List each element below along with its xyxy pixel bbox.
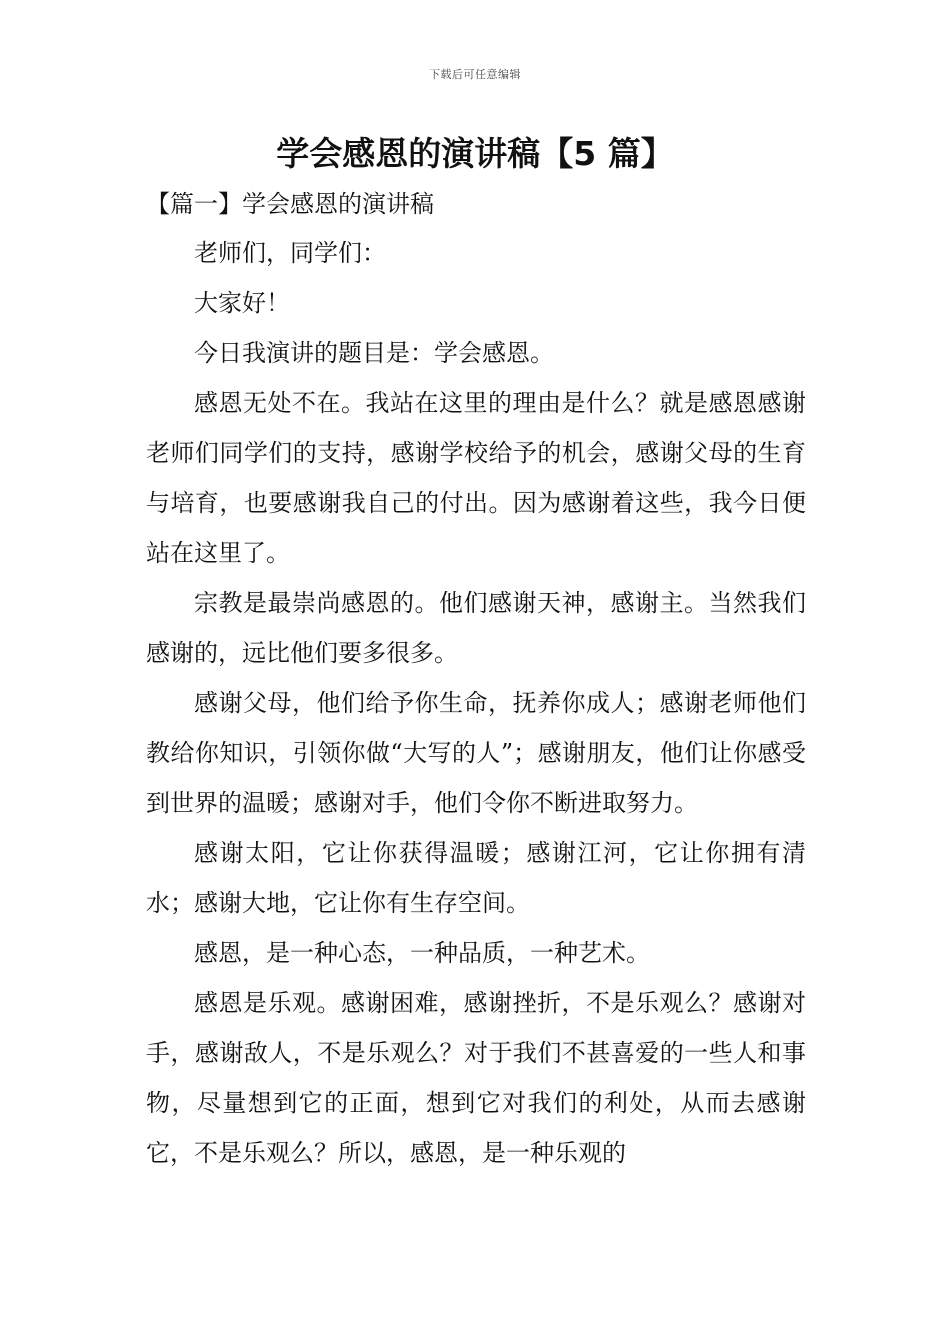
paragraph: 宗教是最崇尚感恩的。他们感谢天神，感谢主。当然我们感谢的，远比他们要多很多。: [146, 589, 806, 667]
header-note: 下载后可任意编辑: [429, 68, 521, 81]
paragraph: 今日我演讲的题目是：学会感恩。: [194, 339, 554, 367]
paragraph: 感恩无处不在。我站在这里的理由是什么？就是感恩感谢老师们同学们的支持，感谢学校给予的机会，感谢父母的生育与培育，也要感谢我自己的付出。因为感谢着这些，我今日便站在这里了。: [146, 389, 806, 567]
paragraph: 感恩，是一种心态，一种品质，一种艺术。: [194, 939, 650, 967]
section-heading: 【篇一】学会感恩的演讲稿: [146, 190, 434, 218]
paragraph: 感谢父母，他们给予你生命，抚养你成人；感谢老师他们教给你知识，引领你做“大写的人”；感谢朋友，他们让你感受到世界的温暖；感谢对手，他们令你不断进取努力。: [146, 689, 806, 817]
paragraph: 感谢太阳，它让你获得温暖；感谢江河，它让你拥有清水；感谢大地，它让你有生存空间。: [146, 839, 806, 917]
body-text: [146, 228, 806, 1178]
paragraph: 感恩是乐观。感谢困难，感谢挫折，不是乐观么？感谢对手，感谢敌人，不是乐观么？对于我们不甚喜爱的一些人和事物，尽量想到它的正面，想到它对我们的利处，从而去感谢它，不是乐观么？所以，感恩，是一种乐观的: [146, 989, 806, 1167]
paragraph: 老师们，同学们：: [194, 239, 386, 267]
paragraph: 大家好！: [194, 289, 290, 317]
document-title: 学会感恩的演讲稿【5 篇】: [276, 134, 674, 173]
